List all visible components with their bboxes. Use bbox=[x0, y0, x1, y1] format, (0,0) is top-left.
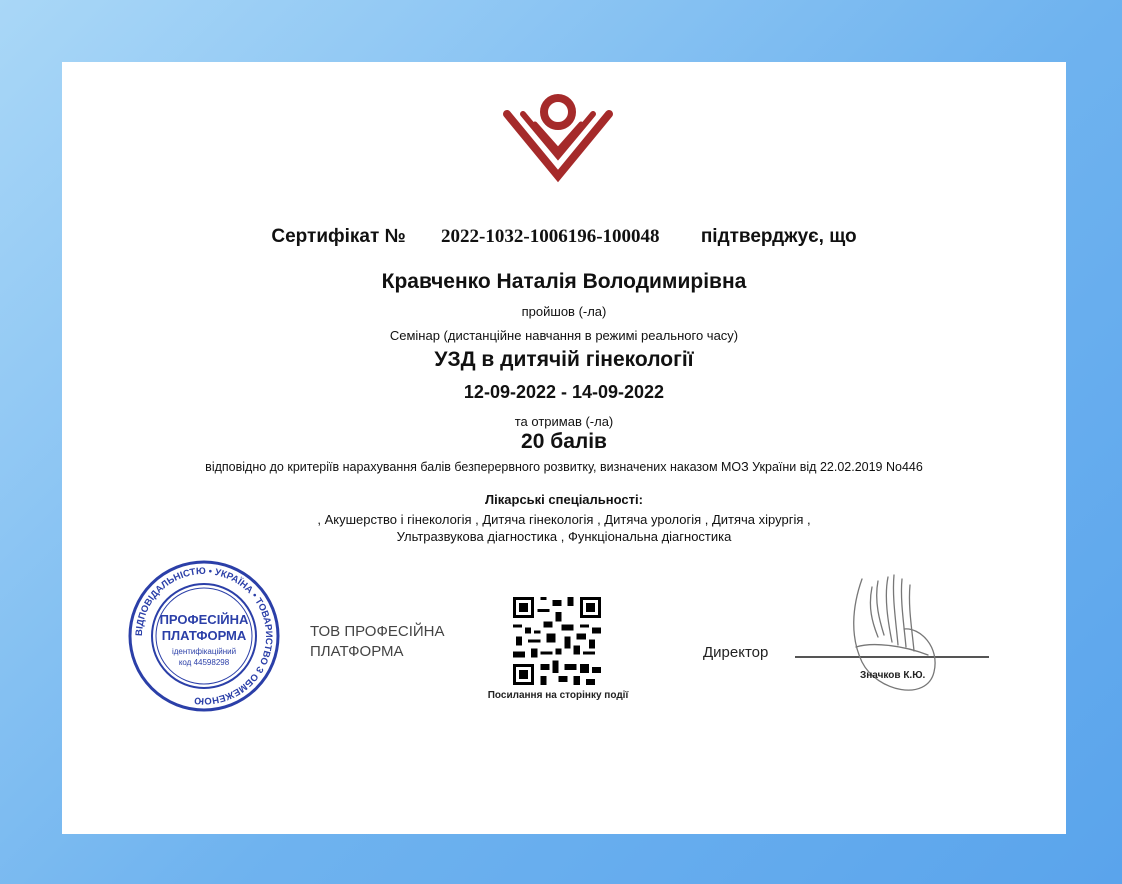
organization-name bbox=[310, 622, 444, 662]
certificate-number: 2022-1032-1006196-100048 bbox=[441, 226, 660, 247]
certificate-label: Сертифікат № bbox=[271, 226, 406, 247]
received-text: та отримав (-ла) bbox=[514, 414, 614, 429]
organization-line-1: ТОВ ПРОФЕСІЙНА bbox=[310, 623, 445, 640]
specialties-line-1: , Акушерство і гінекологія , Дитяча гінекологія , Дитяча урологія , Дитяча хірургія , bbox=[317, 512, 811, 527]
seal-stamp-icon bbox=[124, 560, 284, 712]
recipient-name: Кравченко Наталія Володимирівна bbox=[381, 270, 747, 293]
specialties-title: Лікарські спеціальності: bbox=[485, 492, 643, 507]
confirms-text: підтверджує, що bbox=[700, 226, 857, 247]
seminar-dates: 12-09-2022 - 14-09-2022 bbox=[463, 382, 665, 402]
seminar-topic: УЗД в дитячій гінекології bbox=[434, 348, 694, 371]
qr-code-icon[interactable] bbox=[513, 597, 601, 685]
points-awarded: 20 балів bbox=[521, 430, 607, 453]
seal-center-line-2: ПЛАТФОРМА bbox=[161, 628, 247, 643]
seal-center-line-3: ідентифікаційний bbox=[171, 647, 237, 656]
qr-caption: Посилання на сторінку події bbox=[487, 690, 629, 701]
passed-text: пройшов (-ла) bbox=[521, 304, 607, 319]
director-label: Директор bbox=[703, 644, 769, 661]
seminar-type: Семінар (дистанційне навчання в режимі реального часу) bbox=[389, 328, 739, 343]
seal-center-line-4: код 44598298 bbox=[178, 658, 230, 667]
seal-center-line-1: ПРОФЕСІЙНА bbox=[159, 612, 249, 627]
director-name: Значков К.Ю. bbox=[860, 670, 926, 681]
certificate-number-line bbox=[62, 226, 1066, 248]
seal-outer-text: ВІДПОВІДАЛЬНІСТЮ • УКРАЇНА • ТОВАРИСТВО З ОБМЕЖЕНОЮ bbox=[133, 565, 275, 707]
signature-icon bbox=[832, 567, 952, 707]
specialties-line-2: Ультразвукова діагностика , Функціональна діагностика bbox=[396, 529, 732, 544]
criteria-text: відповідно до критеріїв нарахування балів безперервного розвитку, визначених наказом МОЗ України від 22.02.2019 No446 bbox=[205, 460, 923, 474]
organization-line-2: ПЛАТФОРМА bbox=[310, 643, 404, 660]
logo-mark-icon bbox=[503, 94, 613, 184]
certificate-sheet bbox=[62, 62, 1066, 834]
